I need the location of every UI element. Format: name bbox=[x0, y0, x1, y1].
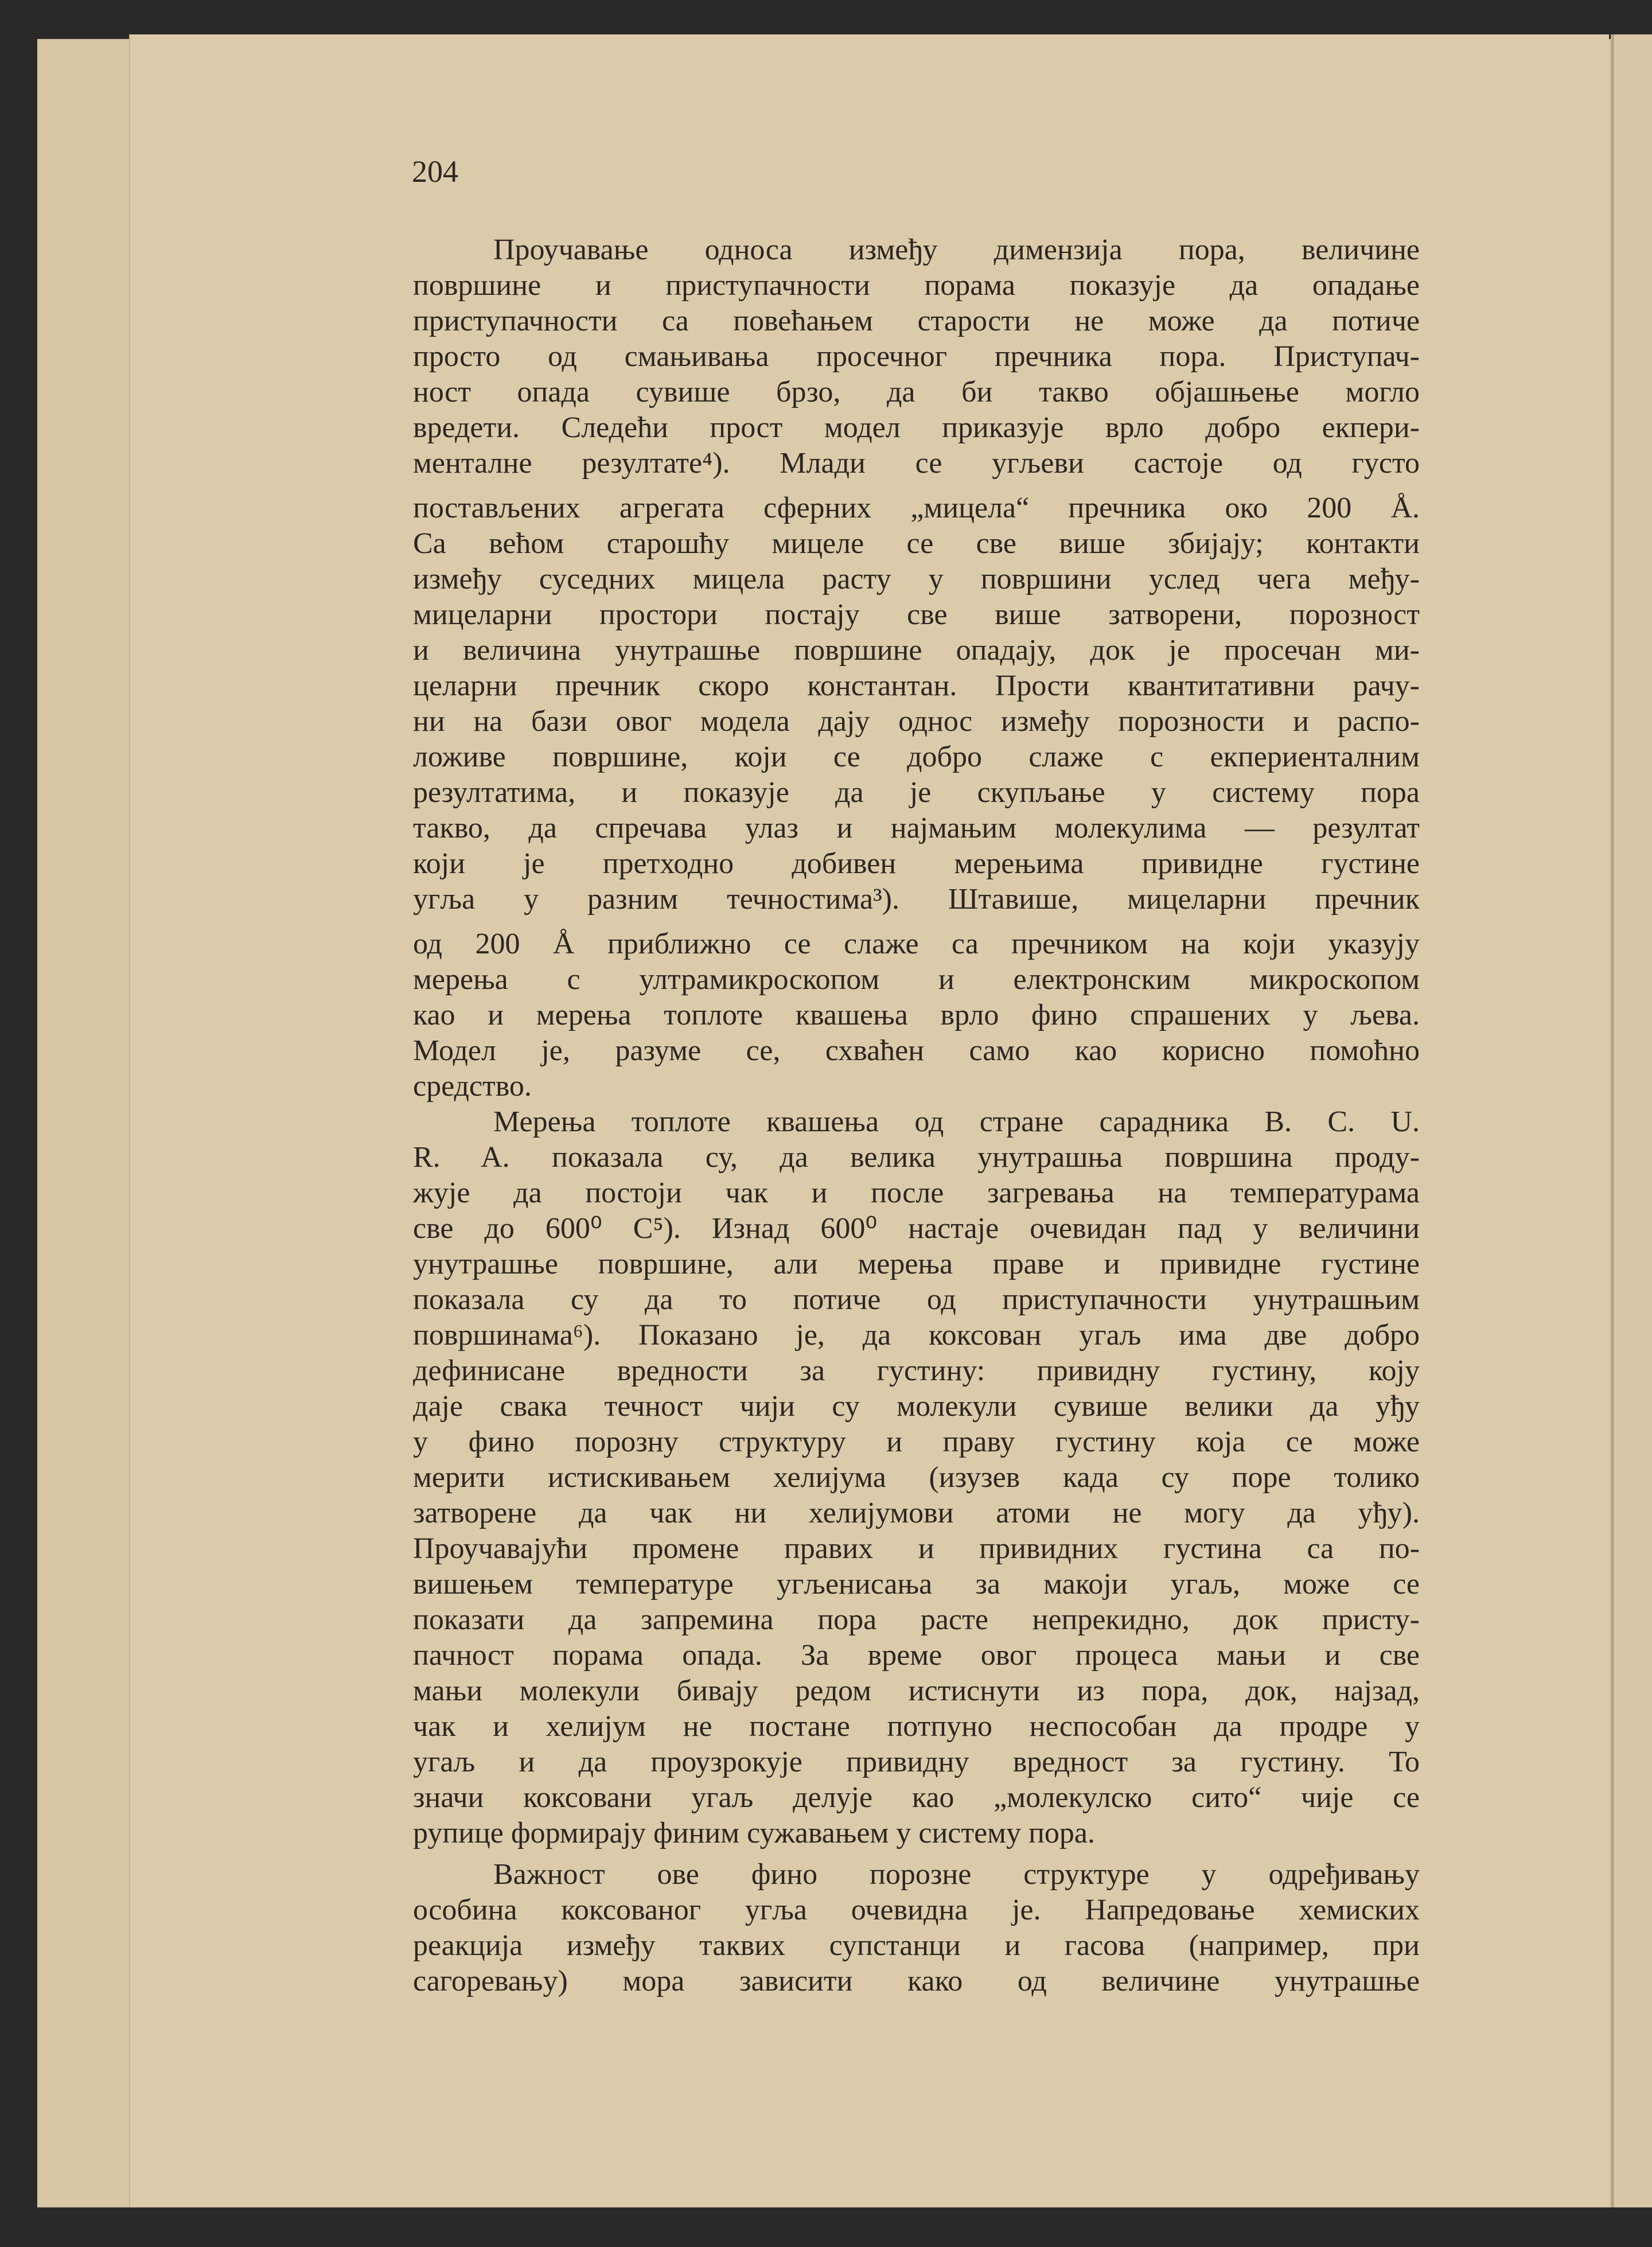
text-line: вишењем температуре угљенисања за макоји угаљ, може се bbox=[413, 1568, 1420, 1600]
text-line: жује да постоји чак и после загревања на температурама bbox=[413, 1177, 1420, 1209]
text-line: угља у разним течностима³). Штавише, мицеларни пречник bbox=[413, 883, 1420, 916]
page-number: 204 bbox=[412, 154, 458, 189]
paragraph bbox=[413, 232, 1420, 1104]
text-line: реакција између таквих супстанци и гасова (например, при bbox=[413, 1929, 1420, 1962]
text-line: Проучавајући промене правих и привидних густина са по- bbox=[413, 1532, 1420, 1565]
text-line: мерења с ултрамикроскопом и електронским микроскопом bbox=[413, 963, 1420, 996]
text-line: особина коксованог угља очевидна је. Напредовање хемиских bbox=[413, 1894, 1420, 1926]
text-line: Проучавање односа између димензија пора, величине bbox=[493, 233, 1420, 266]
text-line: рупице формирају финим сужавањем у систему пора. bbox=[413, 1817, 1095, 1849]
text-line: показала су да то потиче од приступачности унутрашњим bbox=[413, 1283, 1420, 1316]
body-text bbox=[413, 232, 1420, 1999]
text-line: Важност ове фино порозне структуре у одређивању bbox=[493, 1858, 1420, 1891]
text-line: даје свака течност чији су молекули сувише велики да уђу bbox=[413, 1390, 1420, 1423]
text-line: ност опада сувише брзо, да би такво објашњење могло bbox=[413, 376, 1420, 408]
text-line: чак и хелијум не постане потпуно неспособан да продре у bbox=[413, 1710, 1420, 1743]
text-line: као и мерења топлоте квашења врло фино спрашених у љева. bbox=[413, 999, 1420, 1031]
text-line: просто од смањивања просечног пречника пора. Приступач- bbox=[413, 340, 1420, 373]
text-line: Са већом старошћу мицеле се све више збијају; контакти bbox=[413, 527, 1420, 560]
text-line: површинама⁶). Показано је, да коксован угаљ има две добро bbox=[413, 1319, 1420, 1352]
text-line: мицеларни простори постају све више затворени, порозност bbox=[413, 598, 1420, 631]
text-line: између суседних мицела расту у површини услед чега међу- bbox=[413, 563, 1420, 595]
text-line: вредети. Следећи прост модел приказује врло добро екпери- bbox=[413, 411, 1420, 444]
text-line: мањи молекули бивају редом истиснути из пора, док, најзад, bbox=[413, 1674, 1420, 1707]
text-line: у фино порозну структуру и праву густину која се може bbox=[413, 1426, 1420, 1458]
paragraph bbox=[413, 1857, 1420, 1999]
text-line: затворене да чак ни хелијумови атоми не могу да уђу). bbox=[413, 1497, 1420, 1529]
text-line: површине и приступачности порама показује да опадање bbox=[413, 269, 1420, 302]
text-line: Мерења топлоте квашења од стране сарадника B. C. U. bbox=[493, 1105, 1420, 1138]
text-line: постављених агрегата сферних „мицела“ пречника око 200 Å. bbox=[413, 492, 1420, 524]
paragraph bbox=[413, 1104, 1420, 1851]
text-line: дефинисане вредности за густину: привидну густину, коју bbox=[413, 1354, 1420, 1387]
text-line: мерити истискивањем хелијума (изузев када су поре толико bbox=[413, 1461, 1420, 1494]
text-line: R. A. показала су, да велика унутрашња површина проду- bbox=[413, 1141, 1420, 1174]
text-line: пачност порама опада. За време овог процеса мањи и све bbox=[413, 1639, 1420, 1672]
text-line: и величина унутрашње површине опадају, док је просечан ми- bbox=[413, 634, 1420, 667]
text-line: ложиве површине, који се добро слаже с екпериенталним bbox=[413, 741, 1420, 773]
text-line: средство. bbox=[413, 1070, 532, 1103]
text-line: од 200 Å приближно се слаже са пречником на који указују bbox=[413, 928, 1420, 960]
text-line: угаљ и да проузрокује привидну вредност за густину. То bbox=[413, 1746, 1420, 1778]
text-line: сагоревању) мора зависити како од величине унутрашње bbox=[413, 1965, 1420, 1997]
text-line: показати да запремина пора расте непрекидно, док присту- bbox=[413, 1603, 1420, 1636]
text-line: Модел је, разуме се, схваћен само као корисно помоћно bbox=[413, 1034, 1420, 1067]
text-line: значи коксовани угаљ делује као „молекулско сито“ чије се bbox=[413, 1781, 1420, 1814]
text-line: целарни пречник скоро константан. Прости квантитативни рачу- bbox=[413, 669, 1420, 702]
text-line: менталне резултате⁴). Млади се угљеви састоје од густо bbox=[413, 447, 1420, 480]
text-line: који је претходно добивен мерењима привидне густине bbox=[413, 847, 1420, 880]
text-line: приступачности са повећањем старости не може да потиче bbox=[413, 305, 1420, 337]
text-line: такво, да спречава улаз и најмањим молекулима — резултат bbox=[413, 812, 1420, 844]
text-line: резултатима, и показује да је скупљање у систему пора bbox=[413, 776, 1420, 809]
text-line: унутрашње површине, али мерења праве и привидне густине bbox=[413, 1248, 1420, 1280]
text-line: све до 600⁰ C⁵). Изнад 600⁰ настаје очевидан пад у величини bbox=[413, 1212, 1420, 1245]
adjacent-page-edge bbox=[1611, 34, 1652, 2207]
text-line: ни на бази овог модела дају однос између порозности и распо- bbox=[413, 705, 1420, 738]
